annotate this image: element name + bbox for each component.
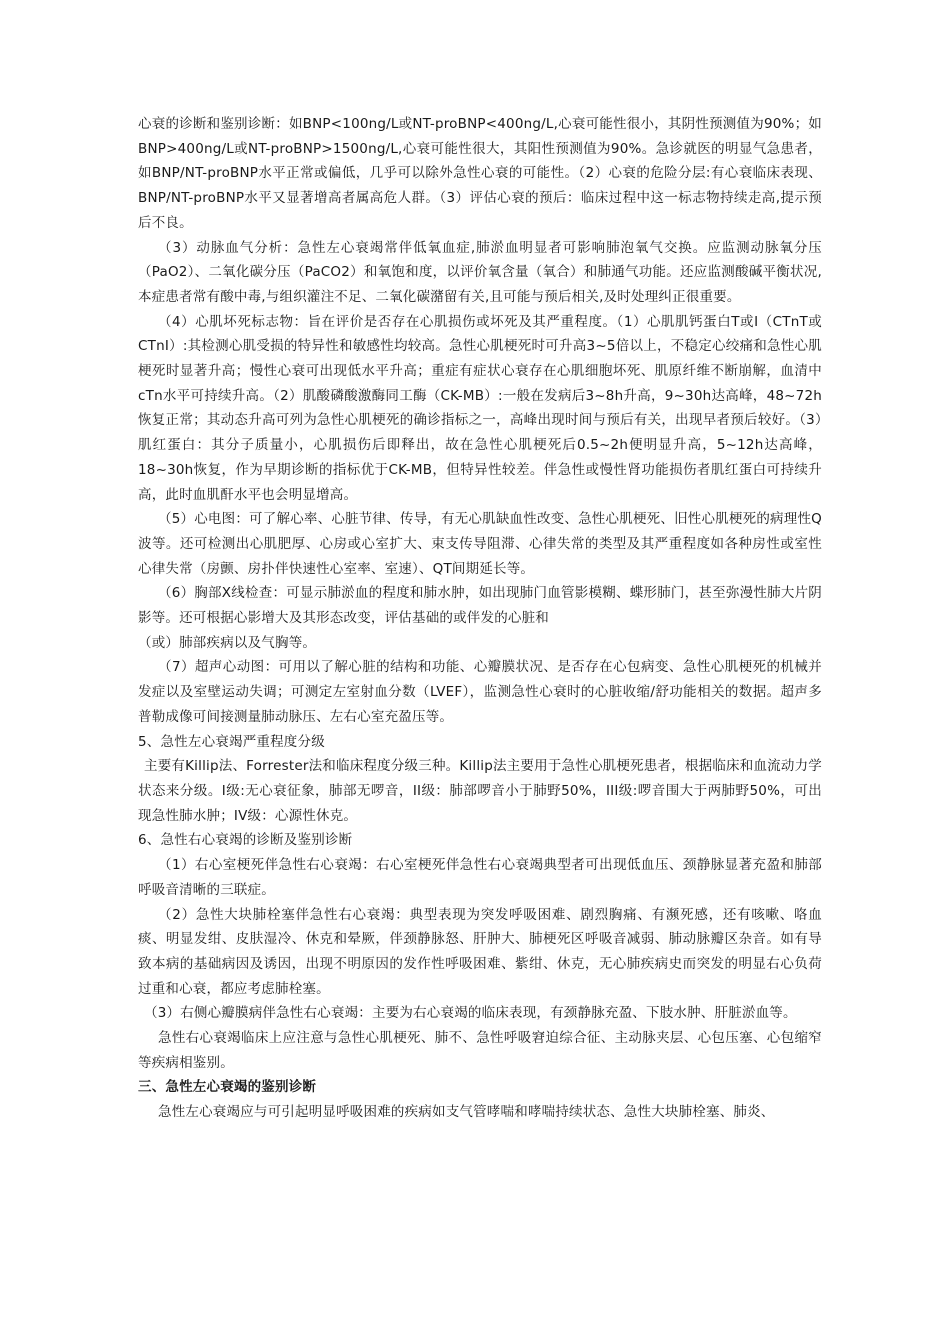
paragraph-echocardiogram: （7）超声心动图：可用以了解心脏的结构和功能、心瓣膜状况、是否存在心包病变、急性心肌梗死的机械并发症以及室壁运动失调；可测定左室射血分数（LVEF），监测急性心衰时的心脏收缩/舒功能相关的数据。超声多普勒成像可间接测量肺动脉压、左右心室充盈压等。 — [138, 659, 822, 725]
paragraph-chest-xray-cont: （或）肺部疾病以及气胸等。 — [138, 634, 317, 651]
paragraph-right-differential: 急性右心衰竭临床上应注意与急性心肌梗死、肺不、急性呼吸窘迫综合征、主动脉夹层、心包压塞、心包缩窄等疾病相鉴别。 — [138, 1030, 822, 1071]
paragraph-ecg: （5）心电图：可了解心率、心脏节律、传导，有无心肌缺血性改变、急性心肌梗死、旧性心肌梗死的病理性Q波等。还可检测出心肌肥厚、心房或心室扩大、束支传导阻滞、心律失常的类型及其严重程度如各种房性或室性心律失常（房颤、房扑伴快速性心室率、室速）、QT间期延长等。 — [138, 511, 822, 577]
paragraph-killip: 主要有Killip法、Forrester法和临床程度分级三种。Killip法主要用于急性心肌梗死患者，根据临床和血流动力学状态来分级。I级:无心衰征象，肺部无啰音，II级：肺部啰音小于肺野50%，III级:啰音围大于两肺野50%，可出现急性肺水肿；IV级：心源性休克。 — [138, 758, 822, 824]
paragraph-rv-infarction: （1）右心室梗死伴急性右心衰竭：右心室梗死伴急性右心衰竭典型者可出现低血压、颈静脉显著充盈和肺部呼吸音清晰的三联症。 — [138, 857, 822, 898]
paragraph-valve-disease: （3）右侧心瓣膜病伴急性右心衰竭：主要为右心衰竭的临床表现，有颈静脉充盈、下肢水肿、肝脏淤血等。 — [144, 1005, 797, 1022]
paragraph-chest-xray: （6）胸部X线检查：可显示肺淤血的程度和肺水肿，如出现肺门血管影模糊、蝶形肺门，甚至弥漫性肺大片阴影等。还可根据心影增大及其形态改变，评估基础的或伴发的心脏和 — [138, 585, 822, 627]
document-body — [138, 112, 822, 1125]
paragraph-bnp-diagnosis: 心衰的诊断和鉴别诊断：如BNP<100ng/L或NT-proBNP<400ng/L,心衰可能性很小，其阴性预测值为90%；如BNP>400ng/L或NT-proBNP>1500ng/L,心衰可能性很大，其阳性预测值为90%。急诊就医的明显气急患者，如BNP/NT-proBNP水平正常或偏低，几乎可以除外急性心衰的可能性。（2）心衰的危险分层:有心衰临床表现、BNP/NT-proBNP水平又显著增高者属高危人群。（3）评估心衰的预后：临床过程中这一标志物持续走高,提示预后不良。 — [138, 116, 822, 231]
section-heading-severity: 5、急性左心衰竭严重程度分级 — [138, 733, 325, 750]
paragraph-pulmonary-embolism: （2）急性大块肺栓塞伴急性右心衰竭：典型表现为突发呼吸困难、剧烈胸痛、有濒死感，还有咳嗽、咯血痰、明显发绀、皮肤湿冷、休克和晕厥，伴颈静脉怒、肝肿大、肺梗死区呼吸音减弱、肺动脉瓣区杂音。如有导致本病的基础病因及诱因，出现不明原因的发作性呼吸困难、紫绀、休克，无心肺疾病史而突发的明显右心负荷过重和心衰，都应考虑肺栓塞。 — [138, 906, 822, 997]
paragraph-left-differential: 急性左心衰竭应与可引起明显呼吸困难的疾病如支气管哮喘和哮喘持续状态、急性大块肺栓塞、肺炎、 — [158, 1104, 775, 1121]
section-heading-left-differential: 三、急性左心衰竭的鉴别诊断 — [138, 1079, 317, 1096]
paragraph-blood-gas: （3）动脉血气分析：急性左心衰竭常伴低氧血症,肺淤血明显者可影响肺泡氧气交换。应监测动脉氧分压（PaO2）、二氧化碳分压（PaCO2）和氧饱和度，以评价氧含量（氧合）和肺通气功能。还应监测酸碱平衡状况,本症患者常有酸中毒,与组织灌注不足、二氧化碳潴留有关,且可能与预后相关,及时处理纠正很重要。 — [138, 239, 822, 305]
section-heading-right-heart: 6、急性右心衰竭的诊断及鉴别诊断 — [138, 832, 353, 849]
paragraph-myocardial-markers: （4）心肌坏死标志物：旨在评价是否存在心肌损伤或坏死及其严重程度。（1）心肌肌钙蛋白T或I（CTnT或CTnI）:其检测心肌受损的特异性和敏感性均较高。急性心肌梗死时可升高3~5倍以上，不稳定心绞痛和急性心肌梗死时显著升高；慢性心衰可出现低水平升高；重症有症状心衰存在心肌细胞坏死、肌原纤维不断崩解，血清中cTn水平可持续升高。（2）肌酸磷酸激酶同工酶（CK-MB）:一般在发病后3~8h升高，9~30h达高峰，48~72h恢复正常；其动态升高可列为急性心肌梗死的确诊指标之一，高峰出现时间与预后有关，出现早者预后较好。（3）肌红蛋白：其分子质量小，心肌损伤后即释出，故在急性心肌梗死后0.5~2h便明显升高，5~12h达高峰，18~30h恢复，作为早期诊断的指标优于CK-MB，但特异性较差。伴急性或慢性肾功能损伤者肌红蛋白可持续升高，此时血肌酐水平也会明显增高。 — [138, 313, 822, 503]
